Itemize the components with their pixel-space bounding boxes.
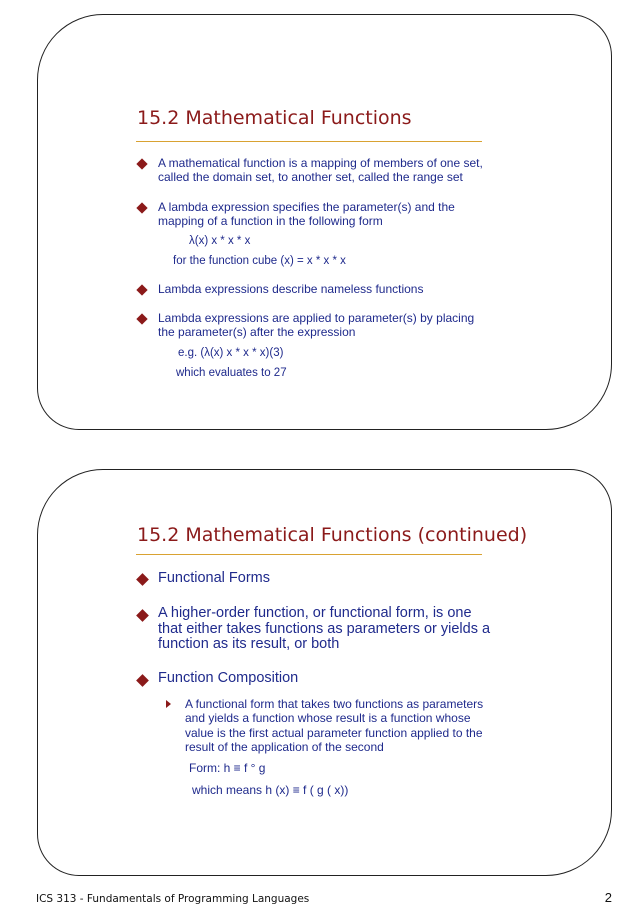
- example-expression: e.g. (λ(x) x * x * x)(3): [178, 347, 284, 359]
- composition-meaning: which means h (x) ≡ f ( g ( x)): [192, 783, 349, 797]
- sub-bullet-text: result of the application of the second: [185, 739, 384, 754]
- diamond-bullet-icon: [136, 573, 149, 586]
- cube-definition: for the function cube (x) = x * x * x: [173, 255, 346, 267]
- evaluation-result: which evaluates to 27: [176, 367, 287, 379]
- diamond-bullet-icon: [136, 284, 147, 295]
- bullet-text: the parameter(s) after the expression: [158, 325, 356, 339]
- page-number: 2: [604, 890, 612, 905]
- bullet-text: A higher-order function, or functional form, is one: [158, 605, 472, 621]
- slide-1: [37, 14, 612, 430]
- bullet-text: function as its result, or both: [158, 636, 340, 652]
- bullet-text: mapping of a function in the following form: [158, 214, 383, 228]
- diamond-bullet-icon: [136, 674, 149, 687]
- slide-title: 15.2 Mathematical Functions (continued): [137, 524, 528, 546]
- diamond-bullet-icon: [136, 158, 147, 169]
- bullet-text: Lambda expressions describe nameless functions: [158, 282, 424, 296]
- title-rule: [136, 141, 482, 142]
- bullet-text: called the domain set, to another set, called the range set: [158, 170, 463, 184]
- lambda-expression: λ(x) x * x * x: [189, 235, 251, 247]
- bullet-text: A mathematical function is a mapping of members of one set,: [158, 156, 483, 170]
- bullet-text: that either takes functions as parameters or yields a: [158, 620, 491, 637]
- composition-form: Form: h ≡ f ° g: [189, 761, 266, 775]
- bullet-text: Lambda expressions are applied to parameter(s) by placing: [158, 311, 475, 325]
- sub-bullet-text: and yields a function whose result is a function whose: [185, 711, 471, 726]
- diamond-bullet-icon: [136, 609, 149, 622]
- diamond-bullet-icon: [136, 202, 147, 213]
- bullet-text: Function Composition: [158, 670, 299, 686]
- bullet-text: A lambda expression specifies the parameter(s) and the: [158, 200, 455, 214]
- sub-bullet-text: value is the first actual parameter function applied to the: [185, 725, 483, 740]
- slide-title: 15.2 Mathematical Functions: [137, 107, 412, 129]
- sub-bullet-text: A functional form that takes two functions as parameters: [185, 697, 484, 711]
- footer-course: ICS 313 - Fundamentals of Programming Languages: [36, 893, 310, 905]
- slide-2: [37, 469, 612, 876]
- bullet-text: Functional Forms: [158, 570, 271, 586]
- arrow-bullet-icon: [166, 700, 171, 708]
- diamond-bullet-icon: [136, 313, 147, 324]
- title-rule: [136, 554, 482, 555]
